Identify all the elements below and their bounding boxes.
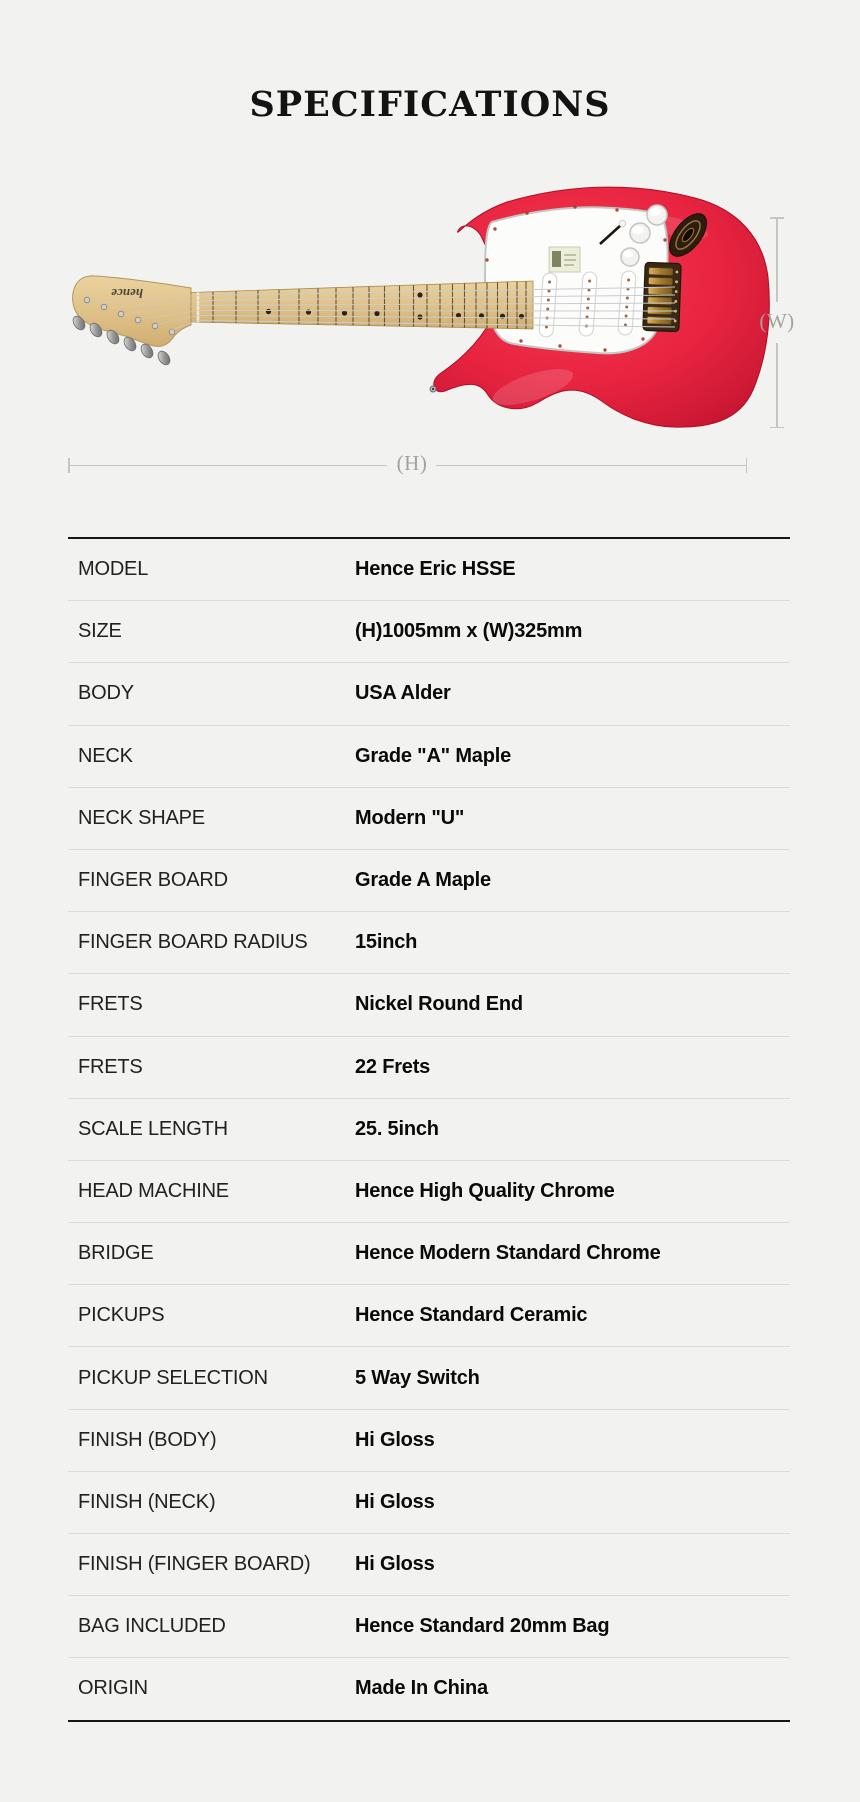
spec-value: Hence Modern Standard Chrome bbox=[355, 1242, 661, 1265]
spec-value: Hi Gloss bbox=[355, 1490, 435, 1513]
bridge bbox=[643, 262, 681, 331]
table-row bbox=[68, 1037, 790, 1099]
table-row bbox=[68, 1658, 790, 1719]
spec-label: FINISH (FINGER BOARD) bbox=[78, 1553, 311, 1576]
width-dimension-line-top bbox=[776, 218, 778, 302]
table-row bbox=[68, 1285, 790, 1347]
spec-value: 15inch bbox=[355, 931, 418, 954]
table-row bbox=[68, 601, 790, 663]
spec-value: 5 Way Switch bbox=[355, 1366, 480, 1389]
height-dimension-cap-left bbox=[68, 458, 70, 473]
spec-value: Hence High Quality Chrome bbox=[355, 1179, 615, 1202]
spec-label: FRETS bbox=[78, 993, 143, 1016]
table-row bbox=[68, 1099, 790, 1161]
table-row bbox=[68, 1347, 790, 1409]
spec-label: FINGER BOARD bbox=[78, 869, 228, 892]
height-dimension-line-left bbox=[68, 465, 387, 467]
pickguard-sticker bbox=[549, 247, 580, 272]
table-row bbox=[68, 663, 790, 725]
spec-label: NECK bbox=[78, 744, 133, 767]
spec-label: BODY bbox=[78, 682, 134, 705]
table-row bbox=[68, 1410, 790, 1472]
table-row bbox=[68, 1161, 790, 1223]
table-row bbox=[68, 912, 790, 974]
table-row bbox=[68, 974, 790, 1036]
headstock-logo: hence bbox=[111, 286, 143, 301]
spec-label: FINISH (NECK) bbox=[78, 1490, 216, 1513]
spec-label: FINGER BOARD RADIUS bbox=[78, 931, 308, 954]
table-row bbox=[68, 539, 790, 601]
width-dimension-label: (W) bbox=[759, 309, 795, 333]
spec-value: 22 Frets bbox=[355, 1055, 431, 1078]
spec-label: MODEL bbox=[78, 558, 149, 581]
table-row bbox=[68, 1472, 790, 1534]
spec-label: HEAD MACHINE bbox=[78, 1179, 229, 1202]
table-row bbox=[68, 850, 790, 912]
table-row bbox=[68, 1596, 790, 1658]
height-dimension-cap-right bbox=[746, 458, 748, 473]
spec-label: SCALE LENGTH bbox=[78, 1117, 228, 1140]
height-dimension-line-right bbox=[436, 465, 747, 467]
width-dimension-cap-top bbox=[770, 217, 784, 219]
spec-value: Modern "U" bbox=[355, 806, 465, 829]
table-row bbox=[68, 788, 790, 850]
spec-value: Grade A Maple bbox=[355, 869, 491, 892]
spec-label: ORIGIN bbox=[78, 1677, 148, 1700]
spec-label: FRETS bbox=[78, 1055, 143, 1078]
guitar-product-image bbox=[55, 165, 775, 440]
spec-label: SIZE bbox=[78, 620, 122, 643]
spec-value: Made In China bbox=[355, 1677, 488, 1700]
spec-value: Hi Gloss bbox=[355, 1428, 435, 1451]
table-row bbox=[68, 1223, 790, 1285]
spec-table bbox=[68, 537, 790, 1722]
spec-label: PICKUP SELECTION bbox=[78, 1366, 268, 1389]
spec-value: (H)1005mm x (W)325mm bbox=[355, 620, 583, 643]
spec-label: BAG INCLUDED bbox=[78, 1615, 226, 1638]
width-dimension-line-bottom bbox=[776, 343, 778, 427]
table-row bbox=[68, 1534, 790, 1596]
table-row bbox=[68, 726, 790, 788]
spec-label: NECK SHAPE bbox=[78, 806, 205, 829]
width-dimension-cap-bottom bbox=[770, 427, 784, 429]
spec-label: FINISH (BODY) bbox=[78, 1428, 217, 1451]
spec-value: Hence Eric HSSE bbox=[355, 558, 516, 581]
page-title: SPECIFICATIONS bbox=[249, 84, 611, 125]
spec-value: Hence Standard Ceramic bbox=[355, 1304, 588, 1327]
spec-value: Grade "A" Maple bbox=[355, 744, 512, 767]
spec-label: PICKUPS bbox=[78, 1304, 165, 1327]
spec-value: Hence Standard 20mm Bag bbox=[355, 1615, 610, 1638]
height-dimension-label: (H) bbox=[396, 451, 428, 475]
spec-value: USA Alder bbox=[355, 682, 451, 705]
spec-label: BRIDGE bbox=[78, 1242, 154, 1265]
spec-value: Hi Gloss bbox=[355, 1553, 435, 1576]
strap-button bbox=[430, 386, 436, 392]
spec-value: Nickel Round End bbox=[355, 993, 523, 1016]
spec-value: 25. 5inch bbox=[355, 1117, 439, 1140]
spec-table-body bbox=[68, 539, 790, 1720]
